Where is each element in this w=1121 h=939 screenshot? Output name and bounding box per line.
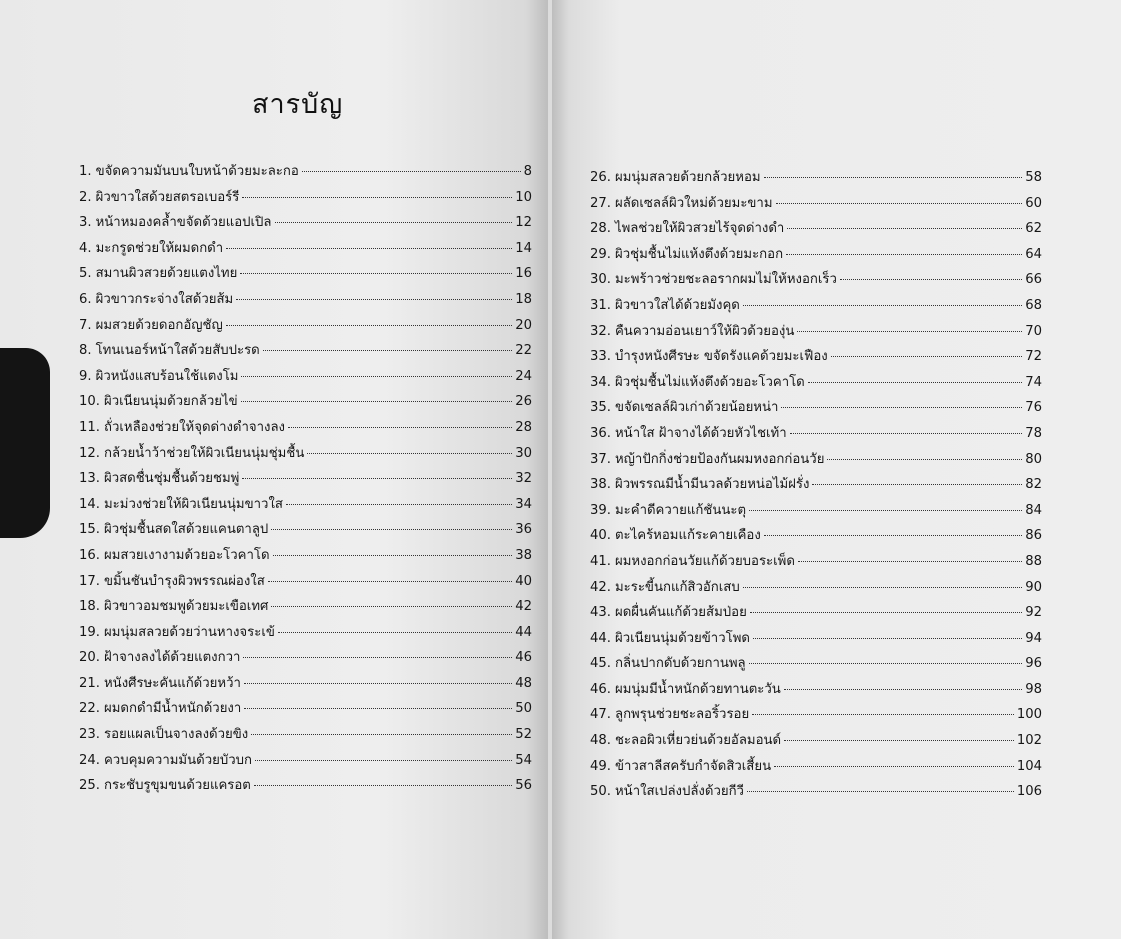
toc-entry-page-number: 42 [515,599,532,615]
toc-entry-number: 37. [590,451,611,467]
toc-entry-page-number: 48 [515,675,532,691]
toc-entry-title: ไพลช่วยให้ผิวสวยไร้จุดด่างดำ [614,221,785,237]
toc-entry-title: ถั่วเหลืองช่วยให้จุดด่างดำจางลง [103,419,285,435]
toc-entry [79,672,532,698]
toc-entry-number: 40. [590,528,611,544]
toc-entry-page-number: 50 [515,701,532,717]
toc-entry-number: 9. [79,368,92,384]
dot-leader [797,331,1022,332]
dot-leader [268,581,512,582]
dot-leader [254,785,512,786]
toc-entry-title: ผิวขาวใสด้วยสตรอเบอร์รี [95,189,240,205]
toc-entry [79,646,532,672]
toc-entry-title: หญ้าปักกิ่งช่วยป้องกันผมหงอกก่อนวัย [614,451,825,467]
toc-entry [590,166,1042,192]
toc-entry-page-number: 102 [1016,733,1042,749]
toc-entry [590,755,1042,781]
dot-leader [278,632,512,633]
toc-entry-number: 50. [590,784,611,800]
toc-entry-title: ผมนุ่มสลวยด้วยกล้วยหอม [614,170,761,185]
toc-entry [79,595,532,621]
toc-entry [590,217,1042,243]
toc-entry-number: 8. [79,343,92,359]
dot-leader [251,734,512,735]
toc-entry-number: 24. [79,752,100,768]
toc-entry-page-number: 14 [515,240,532,256]
toc-entry [79,493,532,519]
toc-entry-title: หน้าใสเปล่งปลั่งด้วยกีวี [614,784,744,800]
dot-leader [812,484,1022,485]
toc-entry-title: ผมนุ่มมีน้ำหนักด้วยทานตะวัน [614,681,781,697]
dot-leader [790,433,1023,434]
left-page [0,0,548,939]
toc-entry-page-number: 40 [515,573,532,589]
toc-entry [590,320,1042,346]
toc-entry-page-number: 16 [515,266,532,282]
toc-entry-number: 18. [79,599,100,615]
dot-leader [784,740,1014,741]
toc-entry-number: 30. [590,272,611,288]
toc-entry [590,780,1042,806]
toc-entry-number: 41. [590,553,611,569]
toc-entry-title: มะกรูดช่วยให้ผมดกดำ [95,240,224,256]
toc-entry [590,345,1042,371]
toc-entry-page-number: 88 [1025,553,1042,569]
toc-entry-title: ชะลอผิวเหี่ยวย่นด้วยอัลมอนด์ [614,733,782,749]
toc-entry-title: ผมหงอกก่อนวัยแก้ด้วยบอระเพ็ด [614,553,795,569]
toc-entry-title: ผลัดเซลล์ผิวใหม่ด้วยมะขาม [614,195,773,211]
toc-entry-number: 45. [590,656,611,672]
toc-entry-page-number: 22 [515,343,532,359]
toc-entry [79,314,532,340]
toc-entry-page-number: 86 [1025,528,1042,544]
toc-entry-number: 49. [590,758,611,774]
toc-entry [79,339,532,365]
dot-leader [749,510,1022,511]
dot-leader [743,587,1023,588]
toc-entry-number: 3. [79,215,92,231]
dot-leader [774,766,1014,767]
toc-entry-page-number: 76 [1025,400,1042,416]
black-tab-marker [0,348,50,538]
toc-entry [590,371,1042,397]
dot-leader [786,254,1022,255]
page-title: สารบัญ [252,89,344,120]
toc-entry-number: 32. [590,323,611,339]
dot-leader [244,708,512,709]
toc-entry-page-number: 60 [1025,195,1042,211]
toc-entry-page-number: 18 [515,291,532,307]
toc-entry-number: 4. [79,240,92,256]
toc-entry-number: 17. [79,573,100,589]
toc-entry-page-number: 68 [1025,297,1042,313]
dot-leader [787,228,1022,229]
toc-entry-number: 2. [79,189,92,205]
dot-leader [753,638,1022,639]
toc-entry-number: 22. [79,701,100,717]
toc-entry-title: ผมสวยเงางามด้วยอะโวคาโด [103,547,270,563]
toc-entry [590,576,1042,602]
dot-leader [271,529,512,530]
toc-entry-title: ผมสวยด้วยดอกอัญชัญ [95,317,223,333]
toc-entry [590,524,1042,550]
dot-leader [776,203,1023,204]
toc-entry-page-number: 10 [515,189,532,205]
toc-entry [79,416,532,442]
toc-entry [590,652,1042,678]
toc-entry-number: 44. [590,630,611,646]
toc-entry-number: 20. [79,650,100,666]
toc-entry-number: 43. [590,605,611,621]
toc-entry-title: หนังศีรษะคันแก้ด้วยหว้า [103,675,241,691]
dot-leader [288,427,512,428]
dot-leader [226,248,512,249]
dot-leader [263,350,512,351]
toc-entry-number: 31. [590,297,611,313]
toc-entry-page-number: 44 [515,624,532,640]
toc-entry-number: 1. [79,164,92,179]
toc-entry-title: ผิวขาวใสได้ด้วยมังคุด [614,297,740,313]
toc-entry-number: 14. [79,496,100,512]
toc-entry [590,499,1042,525]
dot-leader [781,407,1022,408]
toc-entry-number: 48. [590,733,611,749]
toc-entry-page-number: 58 [1025,170,1042,185]
toc-entry-title: ผิวชุ่มชื้นสดใสด้วยแคนตาลูป [103,522,269,538]
dot-leader [275,222,513,223]
toc-entry-title: ข้าวสาลีสครับกำจัดสิวเสี้ยน [614,758,772,774]
toc-entry-number: 16. [79,547,100,563]
dot-leader [747,791,1014,792]
toc-entry-number: 28. [590,221,611,237]
dot-leader [784,689,1022,690]
toc-entry-page-number: 56 [515,778,532,794]
toc-entry [79,518,532,544]
toc-entry-page-number: 26 [515,394,532,410]
toc-entry-page-number: 80 [1025,451,1042,467]
toc-entry-title: กลิ่นปากดับด้วยกานพลู [614,656,746,672]
toc-entry-title: ผิวหนังแสบร้อนใช้แตงโม [95,368,239,384]
dot-leader [242,478,512,479]
toc-entry-page-number: 72 [1025,349,1042,365]
toc-entry [79,442,532,468]
toc-entry [590,448,1042,474]
toc-entry-title: หน้าหมองคล้ำขจัดด้วยแอปเปิล [95,215,272,231]
dot-leader [240,273,512,274]
toc-entry-title: สมานผิวสวยด้วยแตงไทย [95,266,238,282]
toc-entry-title: คืนความอ่อนเยาว์ให้ผิวด้วยองุ่น [614,323,795,339]
toc-entry [590,678,1042,704]
toc-entry-page-number: 70 [1025,323,1042,339]
toc-entry [590,396,1042,422]
toc-entry-page-number: 104 [1016,758,1042,774]
dot-leader [236,299,512,300]
toc-entry-number: 13. [79,471,100,487]
toc-entry-page-number: 20 [515,317,532,333]
dot-leader [242,197,512,198]
toc-entry [79,749,532,775]
toc-entry-number: 27. [590,195,611,211]
dot-leader [241,401,513,402]
toc-entry-title: มะพร้าวช่วยชะลอรากผมไม่ให้หงอกเร็ว [614,272,837,288]
toc-entry-title: ขจัดความมันบนใบหน้าด้วยมะละกอ [95,164,299,179]
toc-entry-page-number: 74 [1025,374,1042,390]
toc-entry-title: ขจัดเซลล์ผิวเก่าด้วยน้อยหน่า [614,400,779,416]
toc-entry-title: มะระขี้นกแก้สิวอักเสบ [614,579,740,595]
toc-entry [590,550,1042,576]
dot-leader [798,561,1022,562]
toc-entry [79,570,532,596]
dot-leader [750,612,1022,613]
toc-entry-page-number: 100 [1016,707,1042,723]
toc-entry [79,211,532,237]
toc-entry-title: กระชับรูขุมขนด้วยแครอต [103,778,251,794]
toc-entry-page-number: 54 [515,752,532,768]
dot-leader [273,555,513,556]
toc-entry-title: ผิวชุ่มชื้นไม่แห้งตึงด้วยอะโวคาโด [614,374,805,390]
toc-entry-page-number: 106 [1016,784,1042,800]
toc-entry-title: ฝ้าจางลงได้ด้วยแตงกวา [103,650,241,666]
toc-entry [79,365,532,391]
toc-entry-page-number: 90 [1025,579,1042,595]
dot-leader [752,714,1014,715]
toc-entry-page-number: 84 [1025,502,1042,518]
dot-leader [255,760,512,761]
dot-leader [749,663,1023,664]
dot-leader [764,177,1023,178]
toc-entry-page-number: 36 [515,522,532,538]
dot-leader [302,171,521,172]
toc-entry-number: 29. [590,246,611,262]
toc-entry [590,601,1042,627]
toc-entry-page-number: 62 [1025,221,1042,237]
toc-entry [590,192,1042,218]
toc-entry-title: โทนเนอร์หน้าใสด้วยสับปะรด [95,343,260,359]
toc-entry [79,621,532,647]
toc-entry-number: 34. [590,374,611,390]
toc-entry [590,422,1042,448]
toc-entry-number: 6. [79,291,92,307]
toc-entry [79,467,532,493]
toc-entry-page-number: 94 [1025,630,1042,646]
toc-entry-number: 46. [590,681,611,697]
toc-entry [79,390,532,416]
toc-entry-title: ผิวพรรณมีน้ำมีนวลด้วยหน่อไม้ฝรั่ง [614,477,810,493]
toc-entry-title: ผิวเนียนนุ่มด้วยข้าวโพด [614,630,750,646]
toc-entry-title: ขมิ้นชันบำรุงผิวพรรณผ่องใส [103,573,265,589]
toc-entry-number: 47. [590,707,611,723]
toc-entry-title: ควบคุมความมันด้วยบัวบก [103,752,252,768]
toc-entry [590,294,1042,320]
toc-entry-number: 35. [590,400,611,416]
toc-entry [79,186,532,212]
toc-entry [590,729,1042,755]
toc-entry-number: 36. [590,425,611,441]
toc-entry-page-number: 8 [523,164,532,179]
toc-entry-title: มะม่วงช่วยให้ผิวเนียนนุ่มขาวใส [103,496,283,512]
toc-entry-number: 26. [590,170,611,185]
toc-entry-page-number: 32 [515,471,532,487]
dot-leader [241,376,512,377]
toc-entry-page-number: 64 [1025,246,1042,262]
toc-entry [590,627,1042,653]
dot-leader [827,459,1022,460]
toc-entry-number: 15. [79,522,100,538]
dot-leader [286,504,512,505]
toc-entry-page-number: 38 [515,547,532,563]
toc-entry-number: 10. [79,394,100,410]
toc-entry [79,262,532,288]
toc-entry-number: 25. [79,778,100,794]
toc-entry-page-number: 78 [1025,425,1042,441]
toc-entry [79,723,532,749]
toc-entry-page-number: 34 [515,496,532,512]
toc-entry-title: ผมดกดำมีน้ำหนักด้วยงา [103,701,242,717]
toc-entry-page-number: 46 [515,650,532,666]
toc-entry-page-number: 30 [515,445,532,461]
dot-leader [831,356,1023,357]
toc-entry-title: ผดผื่นคันแก้ด้วยส้มป่อย [614,605,747,621]
toc-entry-page-number: 92 [1025,605,1042,621]
dot-leader [226,325,513,326]
toc-entry-number: 19. [79,624,100,640]
dot-leader [808,382,1022,383]
toc-entry-number: 39. [590,502,611,518]
toc-entry-number: 42. [590,579,611,595]
toc-entry-title: กล้วยน้ำว้าช่วยให้ผิวเนียนนุ่มชุ่มชื้น [103,445,305,461]
toc-entry-number: 33. [590,349,611,365]
dot-leader [764,535,1022,536]
toc-list-right [590,166,1042,806]
toc-entry [79,160,532,186]
toc-entry-page-number: 24 [515,368,532,384]
toc-entry [79,288,532,314]
toc-entry [79,544,532,570]
toc-entry-page-number: 96 [1025,656,1042,672]
toc-entry-number: 38. [590,477,611,493]
toc-entry-page-number: 12 [515,215,532,231]
toc-entry [590,243,1042,269]
toc-entry [590,268,1042,294]
dot-leader [271,606,512,607]
toc-entry-title: ผมนุ่มสลวยด้วยว่านหางจระเข้ [103,624,275,640]
toc-entry-page-number: 52 [515,727,532,743]
toc-entry-page-number: 98 [1025,681,1042,697]
dot-leader [244,683,512,684]
toc-entry-page-number: 66 [1025,272,1042,288]
toc-entry-title: ลูกพรุนช่วยชะลอริ้วรอย [614,707,750,723]
toc-entry-title: บำรุงหนังศีรษะ ขจัดรังแคด้วยมะเฟือง [614,349,828,365]
dot-leader [743,305,1022,306]
toc-entry-page-number: 82 [1025,477,1042,493]
toc-list-left [79,160,532,800]
toc-entry-title: ผิวขาวกระจ่างใสด้วยส้ม [95,291,234,307]
toc-entry-title: ตะไคร้หอมแก้ระคายเคือง [614,528,761,544]
dot-leader [840,279,1022,280]
toc-entry-number: 11. [79,419,100,435]
toc-entry [590,703,1042,729]
toc-entry [79,774,532,800]
toc-entry-number: 12. [79,445,100,461]
dot-leader [307,453,512,454]
toc-entry-title: ผิวเนียนนุ่มด้วยกล้วยไข่ [103,394,238,410]
toc-entry-number: 7. [79,317,92,333]
toc-entry-title: ผิวชุ่มชื้นไม่แห้งตึงด้วยมะกอก [614,246,784,262]
toc-entry-title: รอยแผลเป็นจางลงด้วยขิง [103,727,249,743]
toc-entry [590,473,1042,499]
toc-entry [79,237,532,263]
toc-entry-title: ผิวขาวอมชมพูด้วยมะเขือเทศ [103,599,269,615]
toc-entry-number: 21. [79,675,100,691]
toc-entry-title: มะคำดีควายแก้ชันนะตุ [614,502,747,518]
toc-entry [79,697,532,723]
toc-entry-page-number: 28 [515,419,532,435]
toc-entry-number: 5. [79,266,92,282]
toc-entry-title: ผิวสดชื่นชุ่มชื้นด้วยชมพู่ [103,471,240,487]
dot-leader [243,657,512,658]
toc-entry-title: หน้าใส ฝ้าจางได้ด้วยหัวไชเท้า [614,425,787,441]
toc-entry-number: 23. [79,727,100,743]
